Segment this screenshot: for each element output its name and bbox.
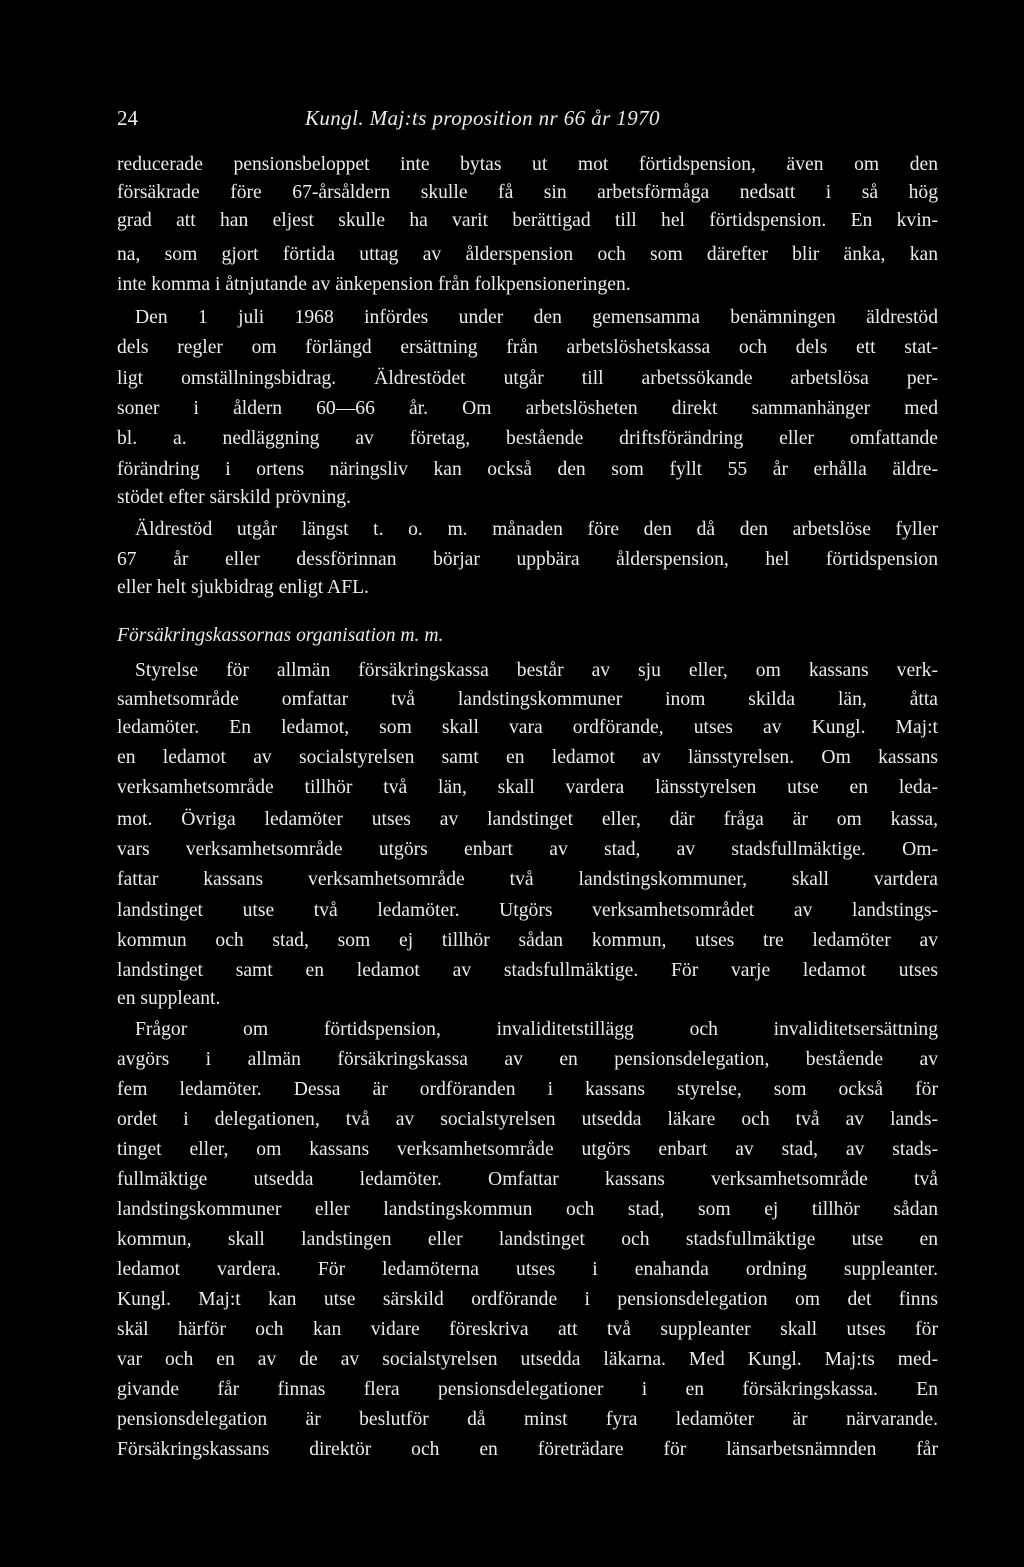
text-line: eller helt sjukbidrag enligt AFL. <box>117 577 369 598</box>
text-line: tinget eller, om kassans verksamhetsområde utgörs enbart av stad, av stads- <box>117 1139 938 1160</box>
text-line: kommun och stad, som ej tillhör sådan kommun, utses tre ledamöter av <box>117 930 938 951</box>
running-title: Kungl. Maj:ts proposition nr 66 år 1970 <box>305 106 660 130</box>
text-line: Försäkringskassans direktör och en företrädare för länsarbetsnämnden får <box>117 1439 938 1460</box>
text-line: Kungl. Maj:t kan utse särskild ordförande i pensionsdelegation om det finns <box>117 1289 938 1310</box>
text-line: mot. Övriga ledamöter utses av landstinget eller, där fråga är om kassa, <box>117 809 938 830</box>
text-line: soner i åldern 60—66 år. Om arbetslösheten direkt sammanhänger med <box>117 398 938 419</box>
text-line: reducerade pensionsbeloppet inte bytas ut mot förtidspension, även om den <box>117 154 938 175</box>
text-line: kommun, skall landstingen eller landstinget och stadsfullmäktige utse en <box>117 1229 938 1250</box>
text-line: skäl härför och kan vidare föreskriva att två suppleanter skall utses för <box>117 1319 938 1340</box>
text-line: Frågor om förtidspension, invaliditetstillägg och invaliditetsersättning <box>135 1019 938 1040</box>
text-line: fullmäktige utsedda ledamöter. Omfattar kassans verksamhetsområde två <box>117 1169 938 1190</box>
text-line: 67 år eller dessförinnan börjar uppbära ålderspension, hel förtidspension <box>117 549 938 570</box>
page-number: 24 <box>117 106 138 130</box>
text-line: vars verksamhetsområde utgörs enbart av stad, av stadsfullmäktige. Om- <box>117 839 938 860</box>
text-line: ligt omställningsbidrag. Äldrestödet utgår till arbetssökande arbetslösa per- <box>117 368 938 389</box>
text-line: landstinget utse två ledamöter. Utgörs verksamhetsområdet av landstings- <box>117 900 938 921</box>
text-line: var och en av de av socialstyrelsen utsedda läkarna. Med Kungl. Maj:ts med- <box>117 1349 938 1370</box>
text-line: dels regler om förlängd ersättning från arbetslöshetskassa och dels ett stat- <box>117 337 938 358</box>
text-line: Styrelse för allmän försäkringskassa består av sju eller, om kassans verk- <box>135 660 938 681</box>
text-line: förändring i ortens näringsliv kan också den som fyllt 55 år erhålla äldre- <box>117 459 938 480</box>
text-line: landstinget samt en ledamot av stadsfullmäktige. För varje ledamot utses <box>117 960 938 981</box>
text-line: givande får finnas flera pensionsdelegationer i en försäkringskassa. En <box>117 1379 938 1400</box>
text-line: ledamöter. En ledamot, som skall vara ordförande, utses av Kungl. Maj:t <box>117 717 938 738</box>
text-line: ledamot vardera. För ledamöterna utses i enahanda ordning suppleanter. <box>117 1259 938 1280</box>
text-line: fem ledamöter. Dessa är ordföranden i kassans styrelse, som också för <box>117 1079 938 1100</box>
text-line: samhetsområde omfattar två landstingskommuner inom skilda län, åtta <box>117 689 938 710</box>
text-line: fattar kassans verksamhetsområde två landstingskommuner, skall vartdera <box>117 869 938 890</box>
text-line: na, som gjort förtida uttag av ålderspension och som därefter blir änka, kan <box>117 244 938 265</box>
page-header <box>117 103 917 133</box>
text-line: grad att han eljest skulle ha varit berättigad till hel förtidspension. En kvin- <box>117 210 938 231</box>
text-line: en suppleant. <box>117 988 221 1009</box>
text-line: Den 1 juli 1968 infördes under den gemensamma benämningen äldrestöd <box>135 307 938 328</box>
text-line: bl. a. nedläggning av företag, bestående driftsförändring eller omfattande <box>117 428 938 449</box>
text-line: stödet efter särskild prövning. <box>117 487 351 508</box>
text-line: avgörs i allmän försäkringskassa av en pensionsdelegation, bestående av <box>117 1049 938 1070</box>
text-line: verksamhetsområde tillhör två län, skall vardera länsstyrelsen utse en leda- <box>117 777 938 798</box>
text-line: pensionsdelegation är beslutför då minst fyra ledamöter är närvarande. <box>117 1409 938 1430</box>
text-line: en ledamot av socialstyrelsen samt en ledamot av länsstyrelsen. Om kassans <box>117 747 938 768</box>
text-line: inte komma i åtnjutande av änkepension från folkpensioneringen. <box>117 274 631 295</box>
text-line: landstingskommuner eller landstingskommun och stad, som ej tillhör sådan <box>117 1199 938 1220</box>
section-heading: Försäkringskassornas organisation m. m. <box>117 625 444 646</box>
text-line: försäkrade före 67-årsåldern skulle få sin arbetsförmåga nedsatt i så hög <box>117 182 938 203</box>
text-line: Äldrestöd utgår längst t. o. m. månaden före den då den arbetslöse fyller <box>135 519 938 540</box>
text-line: ordet i delegationen, två av socialstyrelsen utsedda läkare och två av lands- <box>117 1109 938 1130</box>
